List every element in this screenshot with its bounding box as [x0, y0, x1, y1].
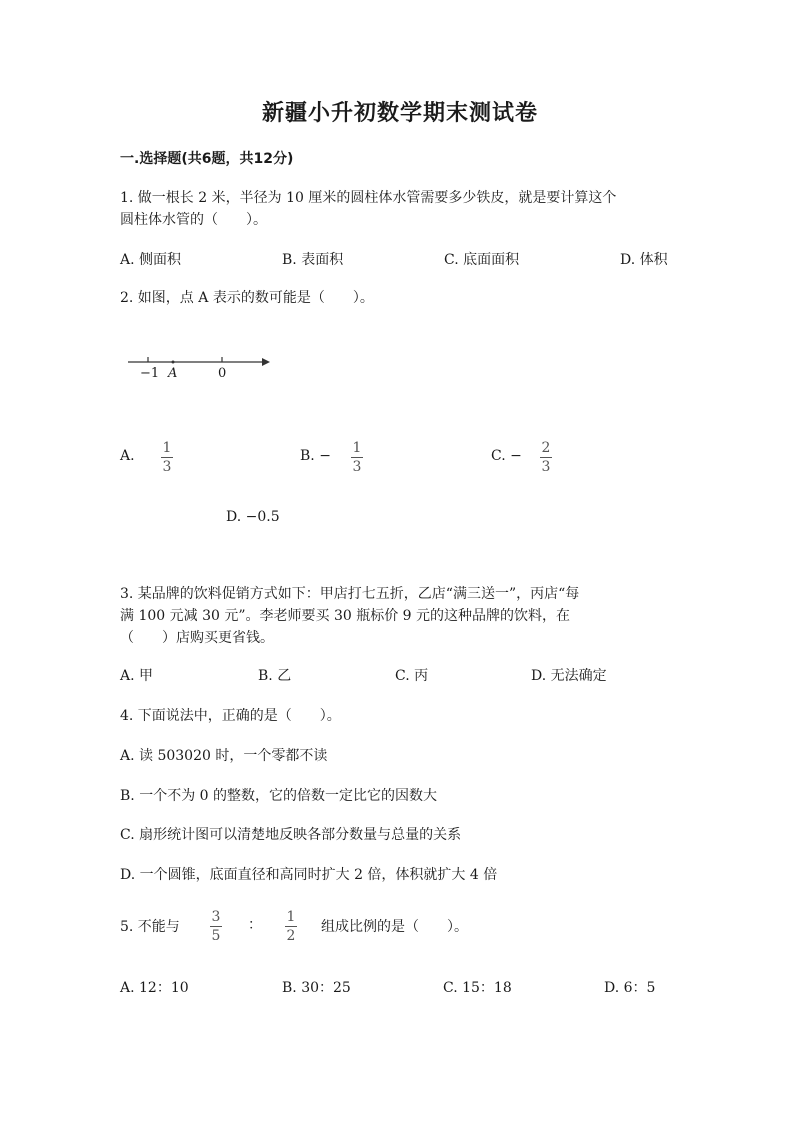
question-3-line-3: （ ）店购买更省钱。 — [120, 630, 274, 646]
fraction-denominator: 3 — [352, 459, 362, 475]
question-1-line-1: 1. 做一根长 2 米，半径为 10 厘米的圆柱体水管需要多少铁皮，就是要计算这个 — [120, 190, 617, 206]
fraction-denominator: 5 — [211, 928, 221, 944]
question-5-option-c: C. 15：18 — [443, 980, 512, 996]
question-5-option-d: D. 6：5 — [604, 980, 656, 996]
question-4-option-b: B. 一个不为 0 的整数，它的倍数一定比它的因数大 — [120, 788, 437, 804]
question-5-fraction-2 — [285, 910, 297, 943]
question-4-stem: 4. 下面说法中，正确的是（ ）。 — [120, 708, 341, 724]
question-1-option-a: A. 侧面积 — [120, 252, 182, 268]
point-a-dot — [172, 361, 175, 364]
question-3-line-1: 3. 某品牌的饮料促销方式如下：甲店打七五折，乙店“满三送一”，丙店“每 — [120, 586, 580, 602]
question-3-option-c: C. 丙 — [395, 668, 429, 684]
question-2-option-c-fraction — [540, 441, 552, 474]
question-3-line-2: 满 100 元减 30 元”。李老师要买 30 瓶标价 9 元的这种品牌的饮料，在 — [120, 608, 571, 624]
fraction-bar — [161, 457, 173, 458]
page-title: 新疆小升初数学期末测试卷 — [261, 101, 538, 126]
fraction-bar — [351, 457, 363, 458]
question-5-prefix: 5. 不能与 — [120, 919, 180, 935]
question-2-option-d: D. −0.5 — [226, 509, 280, 525]
fraction-denominator: 3 — [541, 459, 551, 475]
question-5-fraction-1 — [210, 910, 222, 943]
fraction-numerator: 1 — [352, 440, 362, 456]
question-2-option-a-prefix: A. — [120, 448, 135, 464]
question-5-suffix: 组成比例的是（ ）。 — [321, 919, 468, 935]
question-2-option-a-fraction — [161, 441, 173, 474]
question-2-stem: 2. 如图，点 A 表示的数可能是（ ）。 — [120, 290, 374, 306]
number-line-figure — [126, 352, 276, 390]
question-1-option-c: C. 底面面积 — [444, 252, 520, 268]
question-3-option-d: D. 无法确定 — [531, 668, 607, 684]
fraction-numerator: 3 — [211, 909, 221, 925]
fraction-numerator: 2 — [541, 440, 551, 456]
question-1-option-b: B. 表面积 — [282, 252, 344, 268]
question-1-option-d: D. 体积 — [620, 252, 668, 268]
question-3-option-b: B. 乙 — [258, 668, 292, 684]
question-5-option-a: A. 12：10 — [120, 980, 189, 996]
question-5-option-b: B. 30：25 — [282, 980, 351, 996]
question-4-option-a: A. 读 503020 时，一个零都不读 — [120, 748, 328, 764]
question-3-option-a: A. 甲 — [120, 668, 154, 684]
number-line-label-zero: 0 — [218, 366, 227, 381]
question-4-option-c: C. 扇形统计图可以清楚地反映各部分数量与总量的关系 — [120, 827, 462, 843]
fraction-denominator: 3 — [162, 459, 172, 475]
fraction-bar — [210, 926, 222, 927]
fraction-denominator: 2 — [286, 928, 296, 944]
number-line-label-a: A — [168, 366, 178, 381]
fraction-bar — [540, 457, 552, 458]
number-line-label-minus-one: −1 — [140, 366, 160, 381]
fraction-bar — [285, 926, 297, 927]
question-1-line-2: 圆柱体水管的（ ）。 — [120, 212, 267, 228]
question-5-colon: ： — [248, 917, 262, 933]
question-2-option-b-fraction — [351, 441, 363, 474]
fraction-numerator: 1 — [286, 909, 296, 925]
question-4-option-d: D. 一个圆锥，底面直径和高同时扩大 2 倍，体积就扩大 4 倍 — [120, 867, 498, 883]
section-heading: 一.选择题(共6题，共12分) — [120, 151, 294, 167]
fraction-numerator: 1 — [162, 440, 172, 456]
arrow-right-icon — [262, 358, 270, 366]
question-2-option-b-prefix: B. − — [300, 448, 331, 464]
question-2-option-c-prefix: C. − — [491, 448, 522, 464]
